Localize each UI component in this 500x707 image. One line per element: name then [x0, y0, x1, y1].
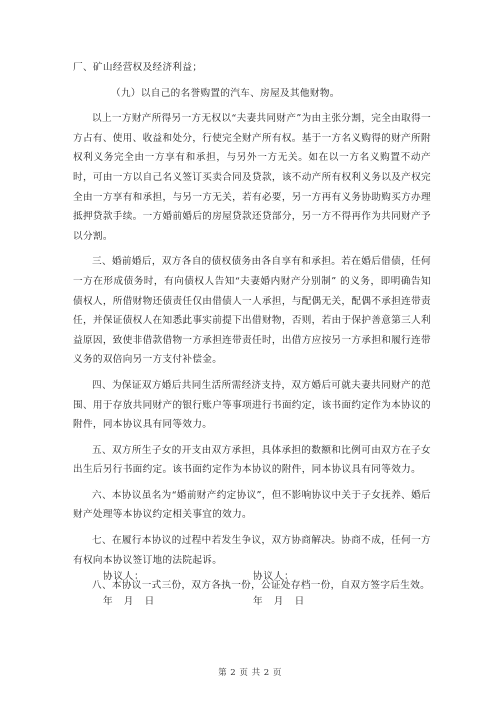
paragraph: 八、本协议一式三份，双方各执一份，公证处存档一份，自双方签字后生效。	[92, 580, 431, 592]
left-party-label: 协议人：	[103, 571, 145, 582]
right-date-label: 年 月 日	[253, 596, 305, 607]
paragraph: 七、在履行本协议的过程中若发生争议，双方协商解决。协商不成，任何一方有权向本协议签订地的法院起诉。	[73, 535, 431, 566]
page-footer: 第 2 页 共 2 页	[218, 668, 282, 678]
paragraph: 以上一方财产所得另一方无权以“夫妻共同财产”为由主张分割，完全由取得一方占有、使用、收益和处分，行使完全财产所有权。基于一方名义购得的财产所附权利义务完全由一方享有和承担，与另外一方无关。如在以一方名义购置不动产时，可由一方以自己名义签订买卖合同及贷款，该不动产所有权利义务以及产权完全由一方享有和承担，与另一方无关，若有必要，另一方再有义务协助购买方办理抵押贷款手续。一方婚前婚后的房屋贷款还贷部分，另一方不得再作为共同财产予以分割。	[73, 113, 431, 242]
left-date-label: 年 月 日	[103, 596, 155, 607]
paragraph: 三、婚前婚后，双方各自的债权债务由各自享有和承担。若在婚后借债，任何一方在形成债务时，有向债权人告知“夫妻婚内财产分别制” 的义务，即明确告知债权人，所借财物还债责任仅由借债人一人承担，与配偶无关，配偶不承担连带责任，并保证债权人在知悉此事实前提下出借财物，否则，若由于保护善意第三人利益原因，致使非借款借物一方承担连带责任时，出借方应按另一方承担和履行连带义务的双倍向另一方支付补偿金。	[73, 256, 431, 366]
right-party-label: 协议人：	[253, 571, 295, 582]
paragraph: 六、本协议虽名为“婚前财产约定协议”，但不影响协议中关于子女抚养、婚后财产处理等本协议约定相关事宜的效力。	[73, 489, 431, 521]
document-body	[73, 58, 431, 602]
paragraph: 四、为保证双方婚后共同生活所需经济支持，双方婚后可就夫妻共同财产的范围、用于存放共同财产的银行账户等事项进行书面约定，该书面约定作为本协议的附件，同本协议具有同等效力。	[73, 379, 431, 431]
paragraph: 厂、矿山经营权及经济利益；	[73, 62, 203, 73]
paragraph: （九）以自己的名誉购置的汽车、房屋及其他财物。	[111, 87, 340, 99]
paragraph: 五、双方所生子女的开支由双方承担，具体承担的数额和比例可由双方在子女出生后另行书面约定。该书面约定作为本协议的附件，同本协议具有同等效力。	[73, 444, 431, 476]
